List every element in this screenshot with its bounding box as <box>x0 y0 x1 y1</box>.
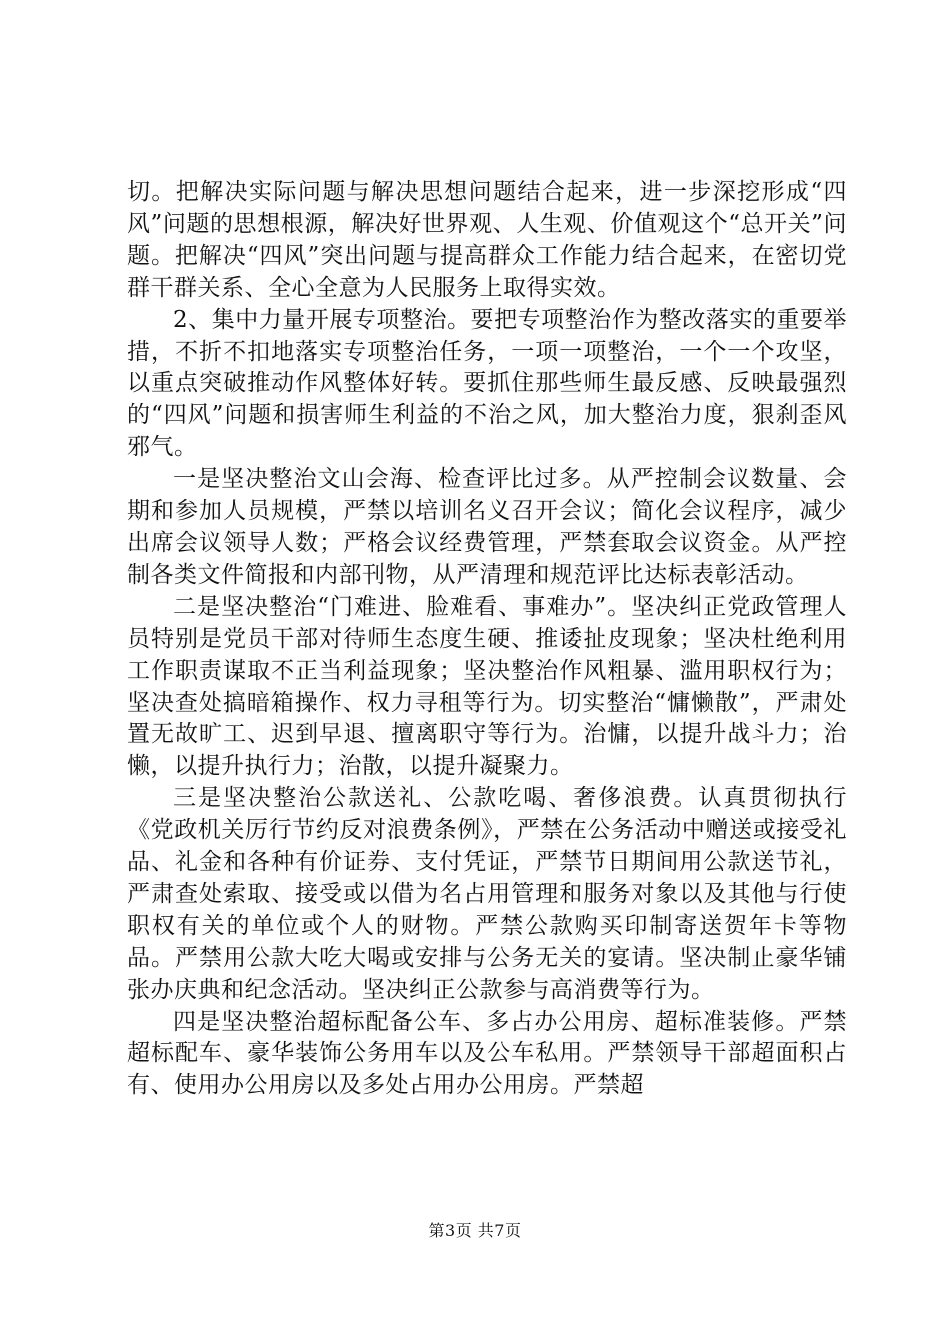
document-body <box>127 177 847 1102</box>
paragraph-special-rectification: 2、集中力量开展专项整治。要把专项整治作为整改落实的重要举措，不折不扣地落实专项整治任务，一项一项整治，一个一个攻坚，以重点突破推动作风整体好转。要抓住那些师生最反感、反映最强烈的“四风”问题和损害师生利益的不治之风，加大整治力度，狠刹歪风邪气。 <box>127 306 847 461</box>
paragraph-item-three: 三是坚决整治公款送礼、公款吃喝、奢侈浪费。认真贯彻执行《党政机关厉行节约反对浪费条例》，严禁在公务活动中赠送或接受礼品、礼金和各种有价证券、支付凭证，严禁节日期间用公款送节礼，严肃查处索取、接受或以借为名占用管理和服务对象以及其他与行使职权有关的单位或个人的财物。严禁公款购买印制寄送贺年卡等物品。严禁用公款大吃大喝或安排与公务无关的宴请。坚决制止豪华铺张办庆典和纪念活动。坚决纠正公款参与高消费等行为。 <box>127 785 847 1003</box>
paragraph-continuation: 切。把解决实际问题与解决思想问题结合起来，进一步深挖形成“四风”问题的思想根源，解决好世界观、人生观、价值观这个“总开关”问题。把解决“四风”突出问题与提高群众工作能力结合起来，在密切党群干群关系、全心全意为人民服务上取得实效。 <box>127 179 847 301</box>
page-footer <box>0 1218 950 1241</box>
page-number: 第3页 共7页 <box>428 1221 522 1240</box>
paragraph-item-one: 一是坚决整治文山会海、检查评比过多。从严控制会议数量、会期和参加人员规模，严禁以培训名义召开会议；简化会议程序，减少出席会议领导人数；严格会议经费管理，严禁套取会议资金。从严控制各类文件简报和内部刊物，从严清理和规范评比达标表彰活动。 <box>127 466 847 588</box>
paragraph-item-four: 四是坚决整治超标配备公车、多占办公用房、超标准装修。严禁超标配车、豪华装饰公务用车以及公车私用。严禁领导干部超面积占有、使用办公用房以及多处占用办公用房。严禁超 <box>127 1008 847 1099</box>
paragraph-item-two: 二是坚决整治“门难进、脸难看、事难办”。坚决纠正党政管理人员特别是党员干部对待师生态度生硬、推诿扯皮现象；坚决杜绝利用工作职责谋取不正当利益现象；坚决整治作风粗暴、滥用职权行为；坚决查处搞暗箱操作、权力寻租等行为。切实整治“慵懒散”，严肃处置无故旷工、迟到早退、擅离职守等行为。治慵，以提升战斗力；治懒，以提升执行力；治散，以提升凝聚力。 <box>127 593 847 780</box>
